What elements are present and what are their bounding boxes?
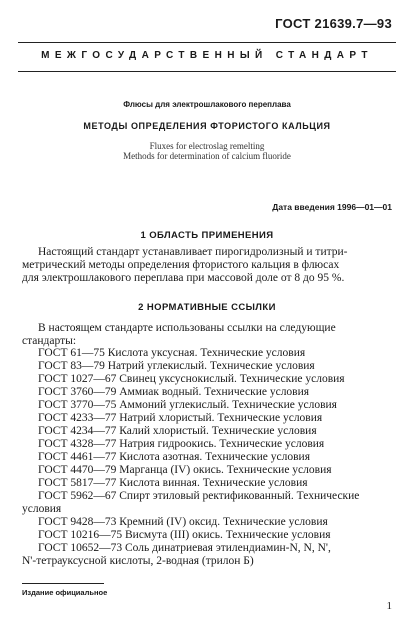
- reference-item: ГОСТ 1027—67 Свинец уксуснокислый. Технические условия: [38, 373, 345, 385]
- section-1-line: для электрошлакового переплава при массовой доле от 8 до 95 %.: [22, 272, 345, 284]
- main-title-ru: МЕТОДЫ ОПРЕДЕЛЕНИЯ ФТОРИСТОГО КАЛЬЦИЯ: [83, 121, 331, 131]
- section-1-line: Настоящий стандарт устанавливает пирогидролизный и титри-: [38, 246, 348, 258]
- section-2-intro: [22, 322, 392, 348]
- section-1-paragraph: [22, 246, 392, 285]
- title-en-line-2: Methods for determination of calcium fluoride: [123, 151, 291, 161]
- section-2-heading: 2 НОРМАТИВНЫЕ ССЫЛКИ: [138, 302, 276, 313]
- section-1-heading: 1 ОБЛАСТЬ ПРИМЕНЕНИЯ: [140, 230, 274, 241]
- reference-item: ГОСТ 4233—77 Натрий хлористый. Технические условия: [38, 412, 323, 424]
- reference-item-continuation: N'-тетрауксусной кислоты, 2-водная (трилон Б): [22, 555, 254, 567]
- official-edition-label: Издание официальное: [22, 588, 108, 597]
- subtitle-ru: Флюсы для электрошлакового переплава: [123, 100, 291, 109]
- intro-line: стандарты:: [22, 335, 77, 347]
- section-1-line: метрический методы определения фтористого кальция в флюсах: [22, 259, 340, 271]
- reference-list: [22, 347, 392, 568]
- reference-item: ГОСТ 4461—77 Кислота азотная. Технические условия: [38, 451, 310, 463]
- reference-item: ГОСТ 4470—79 Марганца (IV) окись. Технические условия: [38, 464, 332, 476]
- reference-item: ГОСТ 10216—75 Висмута (III) окись. Технические условия: [38, 529, 331, 541]
- effective-date: Дата введения 1996—01—01: [272, 202, 392, 212]
- header-rule-bottom: [18, 71, 396, 72]
- reference-item: ГОСТ 3770—75 Аммоний углекислый. Технические условия: [38, 399, 337, 411]
- title-en-line-1: Fluxes for electroslag remelting: [149, 141, 265, 151]
- reference-item: ГОСТ 83—79 Натрий углекислый. Технические условия: [38, 360, 315, 372]
- gost-number: ГОСТ 21639.7—93: [275, 16, 392, 31]
- reference-item: ГОСТ 3760—79 Аммиак водный. Технические условия: [38, 386, 310, 398]
- reference-item-continuation: условия: [22, 503, 62, 515]
- reference-item: ГОСТ 4328—77 Натрия гидроокись. Технические условия: [38, 438, 325, 450]
- reference-item: ГОСТ 9428—73 Кремний (IV) оксид. Технические условия: [38, 516, 328, 528]
- reference-item: ГОСТ 5962—67 Спирт этиловый ректификованный. Технические: [38, 490, 360, 502]
- reference-item: ГОСТ 61—75 Кислота уксусная. Технические условия: [38, 347, 306, 359]
- reference-item: ГОСТ 5817—77 Кислота винная. Технические условия: [38, 477, 308, 489]
- reference-item: ГОСТ 10652—73 Соль динатриевая этилендиамин-N, N, N',: [38, 542, 331, 554]
- interstate-standard-label: МЕЖГОСУДАРСТВЕННЫЙ СТАНДАРТ: [41, 50, 373, 61]
- footer-rule: [22, 583, 104, 584]
- header-rule-top: [18, 42, 396, 43]
- page-number: 1: [386, 600, 392, 612]
- intro-line: В настоящем стандарте использованы ссылки на следующие: [38, 322, 336, 334]
- reference-item: ГОСТ 4234—77 Калий хлористый. Технические условия: [38, 425, 317, 437]
